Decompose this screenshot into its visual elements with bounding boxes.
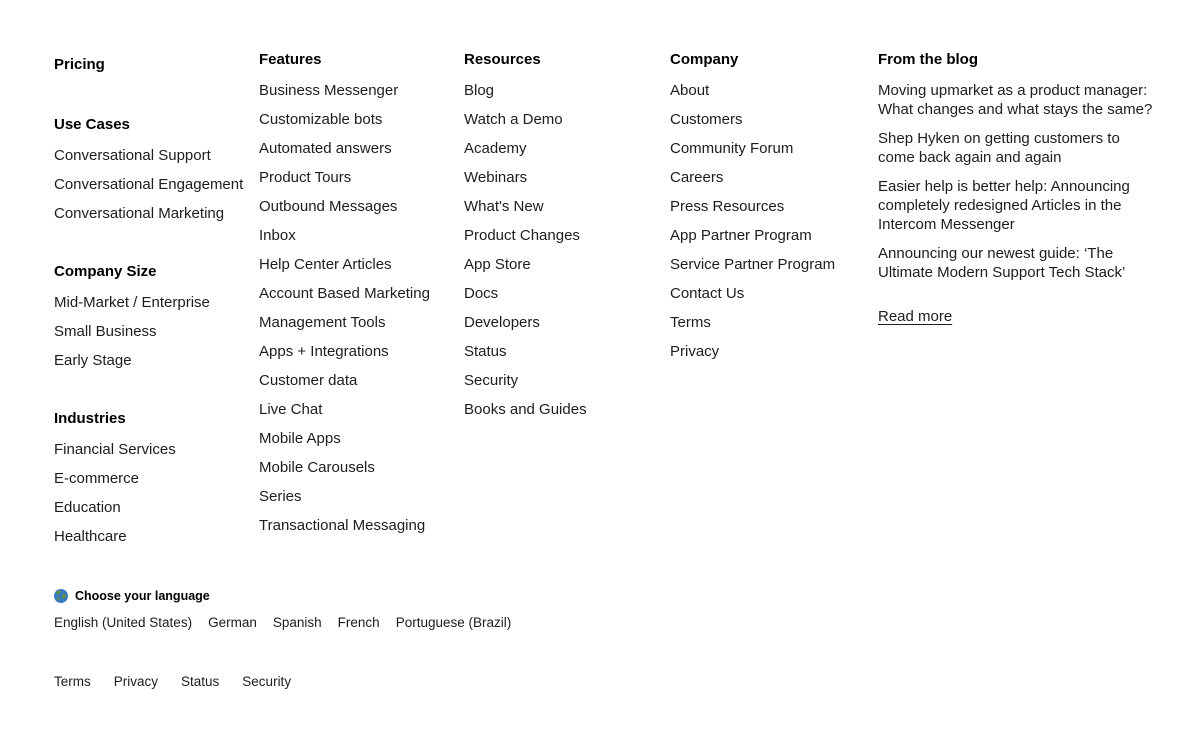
language-option-german[interactable]: German xyxy=(208,615,257,630)
footer-link-security[interactable]: Security xyxy=(464,372,519,389)
footer-link-docs[interactable]: Docs xyxy=(464,285,499,302)
footer-link-series[interactable]: Series xyxy=(259,488,302,505)
footer-link-contact-us[interactable]: Contact Us xyxy=(670,285,745,302)
legal-link-status[interactable]: Status xyxy=(181,674,220,689)
blog-post-2[interactable]: Shep Hyken on getting customers to come back again and again xyxy=(878,130,1120,166)
column-heading-company: Company xyxy=(670,51,739,68)
footer-link-conversational-engagement[interactable]: Conversational Engagement xyxy=(54,176,244,193)
footer-link-academy[interactable]: Academy xyxy=(464,140,527,157)
footer-link-help-center-articles[interactable]: Help Center Articles xyxy=(259,256,392,273)
footer-link-app-store[interactable]: App Store xyxy=(464,256,531,273)
footer-link-what-s-new[interactable]: What's New xyxy=(464,198,544,215)
footer-link-press-resources[interactable]: Press Resources xyxy=(670,198,785,215)
footer-link-outbound-messages[interactable]: Outbound Messages xyxy=(259,198,398,215)
footer-link-mid-market-enterprise[interactable]: Mid-Market / Enterprise xyxy=(54,294,210,311)
section-heading-use-cases: Use Cases xyxy=(54,116,130,133)
footer-link-financial-services[interactable]: Financial Services xyxy=(54,441,176,458)
language-option-english-united-states[interactable]: English (United States) xyxy=(54,615,193,630)
section-heading-company-size: Company Size xyxy=(54,263,157,280)
footer-link-webinars[interactable]: Webinars xyxy=(464,169,528,186)
footer-link-customizable-bots[interactable]: Customizable bots xyxy=(259,111,383,128)
footer-link-books-and-guides[interactable]: Books and Guides xyxy=(464,401,587,418)
globe-icon xyxy=(54,589,68,603)
blog-post-3[interactable]: Easier help is better help: Announcing completely redesigned Articles in the Intercom Messenger xyxy=(878,178,1130,233)
footer-link-community-forum[interactable]: Community Forum xyxy=(670,140,794,157)
blog-post-4[interactable]: Announcing our newest guide: ‘The Ultimate Modern Support Tech Stack’ xyxy=(878,245,1126,281)
blog-heading: From the blog xyxy=(878,51,978,68)
footer-link-inbox[interactable]: Inbox xyxy=(259,227,296,244)
footer-link-e-commerce[interactable]: E-commerce xyxy=(54,470,140,487)
section-heading-industries: Industries xyxy=(54,410,126,427)
language-options xyxy=(54,616,1200,630)
footer-link-careers[interactable]: Careers xyxy=(670,169,724,186)
footer-column-blog xyxy=(878,52,1154,589)
footer-link-account-based-marketing[interactable]: Account Based Marketing xyxy=(259,285,430,302)
footer-link-watch-a-demo[interactable]: Watch a Demo xyxy=(464,111,563,128)
column-heading-resources: Resources xyxy=(464,51,541,68)
language-label: Choose your language xyxy=(75,588,210,603)
footer-column-use-cases xyxy=(54,52,259,589)
footer-link-mobile-carousels[interactable]: Mobile Carousels xyxy=(259,459,375,476)
footer-link-management-tools[interactable]: Management Tools xyxy=(259,314,386,331)
footer-link-early-stage[interactable]: Early Stage xyxy=(54,352,132,369)
legal-link-security[interactable]: Security xyxy=(242,674,292,689)
footer-link-app-partner-program[interactable]: App Partner Program xyxy=(670,227,812,244)
footer-link-product-changes[interactable]: Product Changes xyxy=(464,227,580,244)
footer-link-product-tours[interactable]: Product Tours xyxy=(259,169,352,186)
footer-column-features xyxy=(259,52,464,589)
legal-link-privacy[interactable]: Privacy xyxy=(113,674,159,689)
language-header xyxy=(54,589,1200,603)
footer-link-automated-answers[interactable]: Automated answers xyxy=(259,140,392,157)
footer-link-conversational-support[interactable]: Conversational Support xyxy=(54,147,211,164)
footer-link-healthcare[interactable]: Healthcare xyxy=(54,528,127,545)
footer-link-education[interactable]: Education xyxy=(54,499,121,516)
footer-link-customers[interactable]: Customers xyxy=(670,111,743,128)
footer-link-small-business[interactable]: Small Business xyxy=(54,323,157,340)
footer-section-company-size xyxy=(54,264,259,375)
footer-link-blog[interactable]: Blog xyxy=(464,82,495,99)
language-section xyxy=(54,589,1200,630)
pricing-link[interactable]: Pricing xyxy=(54,56,105,73)
blog-posts-list xyxy=(878,81,1154,282)
language-option-french[interactable]: French xyxy=(337,615,380,630)
legal-links xyxy=(54,675,1200,689)
footer-link-developers[interactable]: Developers xyxy=(464,314,540,331)
footer-link-about[interactable]: About xyxy=(670,82,710,99)
footer-link-transactional-messaging[interactable]: Transactional Messaging xyxy=(259,517,426,534)
footer-link-customer-data[interactable]: Customer data xyxy=(259,372,358,389)
language-option-portuguese-brazil[interactable]: Portuguese (Brazil) xyxy=(395,615,512,630)
footer-link-privacy[interactable]: Privacy xyxy=(670,343,720,360)
read-more-link[interactable]: Read more xyxy=(878,308,953,325)
footer-columns xyxy=(54,52,1200,589)
footer-link-apps-integrations[interactable]: Apps + Integrations xyxy=(259,343,389,360)
footer-link-status[interactable]: Status xyxy=(464,343,507,360)
footer-link-service-partner-program[interactable]: Service Partner Program xyxy=(670,256,836,273)
language-option-spanish[interactable]: Spanish xyxy=(272,615,322,630)
footer-column-company xyxy=(670,52,878,589)
column-heading-features: Features xyxy=(259,51,322,68)
blog-post-1[interactable]: Moving upmarket as a product manager: What changes and what stays the same? xyxy=(878,82,1153,118)
footer-link-business-messenger[interactable]: Business Messenger xyxy=(259,82,399,99)
footer-link-terms[interactable]: Terms xyxy=(670,314,711,331)
footer-section-use-cases xyxy=(54,117,259,228)
legal-link-terms[interactable]: Terms xyxy=(54,674,91,689)
footer-link-conversational-marketing[interactable]: Conversational Marketing xyxy=(54,205,225,222)
footer-link-mobile-apps[interactable]: Mobile Apps xyxy=(259,430,341,447)
footer-link-live-chat[interactable]: Live Chat xyxy=(259,401,323,418)
footer-section-industries xyxy=(54,411,259,551)
footer-column-1-sections xyxy=(54,117,259,551)
footer-column-resources xyxy=(464,52,670,589)
